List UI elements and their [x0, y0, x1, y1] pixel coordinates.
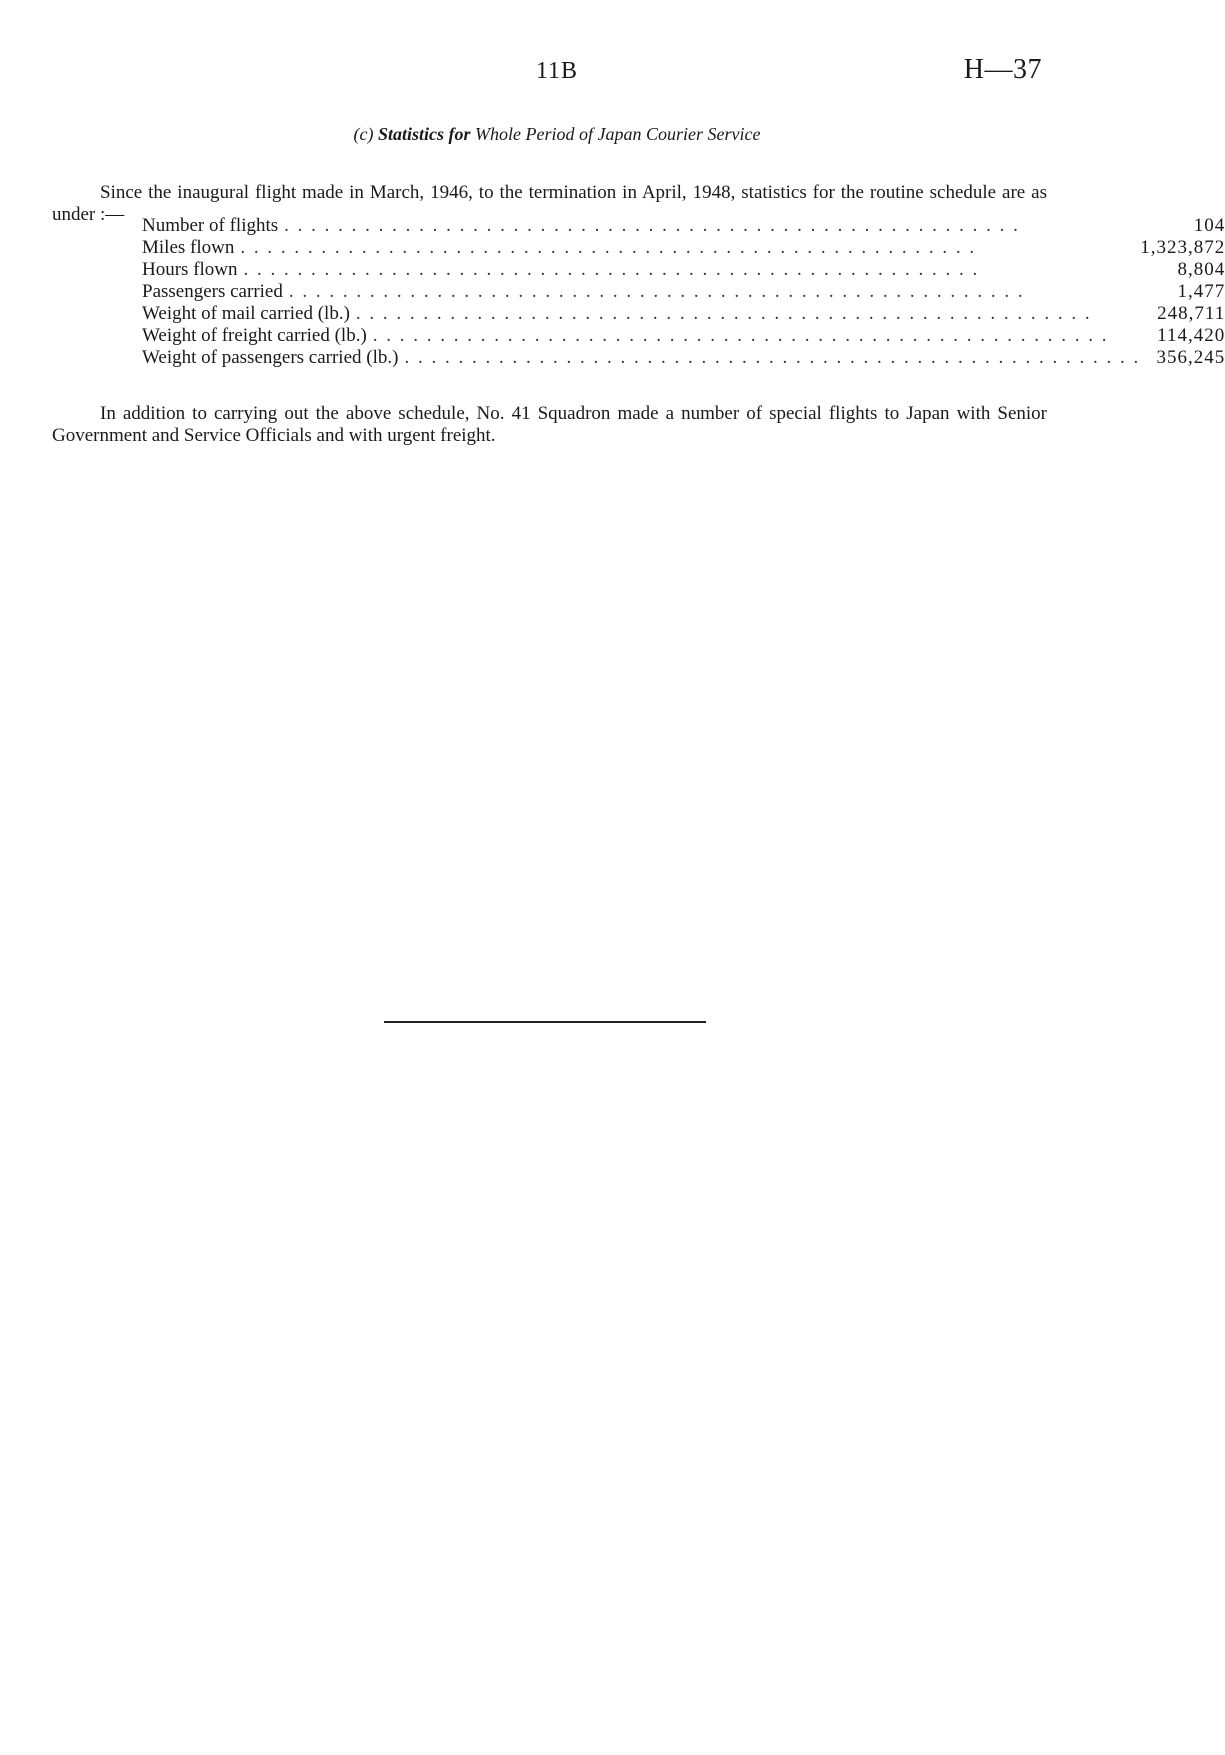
- stat-value: 248,711: [1157, 303, 1225, 324]
- dot-leader: . . . . . . . . . . . . . . . . . . . . . . . . . . . . . . . . . . . . . . . . . . . . . . . . . . . . . . .: [404, 347, 1141, 368]
- stat-value: 8,804: [1177, 259, 1225, 280]
- stat-value: 114,420: [1157, 325, 1225, 346]
- page-number: 11B: [535, 58, 579, 84]
- table-row: [142, 347, 1225, 369]
- stat-value: 104: [1193, 215, 1225, 236]
- dot-leader: . . . . . . . . . . . . . . . . . . . . . . . . . . . . . . . . . . . . . . . . . . . . . . . . . . . . . . .: [243, 259, 980, 280]
- dot-leader: . . . . . . . . . . . . . . . . . . . . . . . . . . . . . . . . . . . . . . . . . . . . . . . . . . . . . . .: [284, 215, 1020, 236]
- stat-label: Weight of passengers carried (lb.): [142, 347, 404, 368]
- dot-leader: . . . . . . . . . . . . . . . . . . . . . . . . . . . . . . . . . . . . . . . . . . . . . . . . . . . . . . .: [240, 237, 977, 258]
- stat-label: Number of flights: [142, 215, 284, 236]
- section-heading: [0, 124, 1114, 145]
- section-title-rest: Whole Period of Japan Courier Service: [475, 124, 761, 144]
- document-reference: H—37: [963, 54, 1042, 85]
- stat-label: Miles flown: [142, 237, 240, 258]
- intro-paragraph: Since the inaugural flight made in March, 1946, to the termination in April, 1948, statistics for the routine schedule are as under :—: [52, 182, 1047, 225]
- section-title-bold: Statistics for: [378, 124, 471, 144]
- stat-value: 1,477: [1177, 281, 1225, 302]
- dot-leader: . . . . . . . . . . . . . . . . . . . . . . . . . . . . . . . . . . . . . . . . . . . . . . . . . . . . . . .: [355, 303, 1092, 324]
- stat-label: Passengers carried: [142, 281, 289, 302]
- table-row: [142, 215, 1225, 237]
- end-rule: [384, 1021, 706, 1023]
- table-row: [142, 325, 1225, 347]
- stat-label: Weight of mail carried (lb.): [142, 303, 356, 324]
- dot-leader: . . . . . . . . . . . . . . . . . . . . . . . . . . . . . . . . . . . . . . . . . . . . . . . . . . . . . . .: [288, 281, 1025, 302]
- table-row: [142, 237, 1225, 259]
- closing-paragraph: In addition to carrying out the above schedule, No. 41 Squadron made a number of special flights to Japan with Senior Government and Service Officials and with urgent freight.: [52, 403, 1047, 446]
- table-row: [142, 259, 1225, 281]
- stat-label: Weight of freight carried (lb.): [142, 325, 373, 346]
- table-row: [142, 281, 1225, 303]
- table-row: [142, 303, 1225, 325]
- section-label: (c): [353, 124, 374, 144]
- stat-value: 1,323,872: [1140, 237, 1225, 258]
- stat-label: Hours flown: [142, 259, 244, 280]
- dot-leader: . . . . . . . . . . . . . . . . . . . . . . . . . . . . . . . . . . . . . . . . . . . . . . . . . . . . . . .: [372, 325, 1109, 346]
- statistics-table: [142, 215, 1225, 369]
- stat-value: 356,245: [1156, 347, 1225, 368]
